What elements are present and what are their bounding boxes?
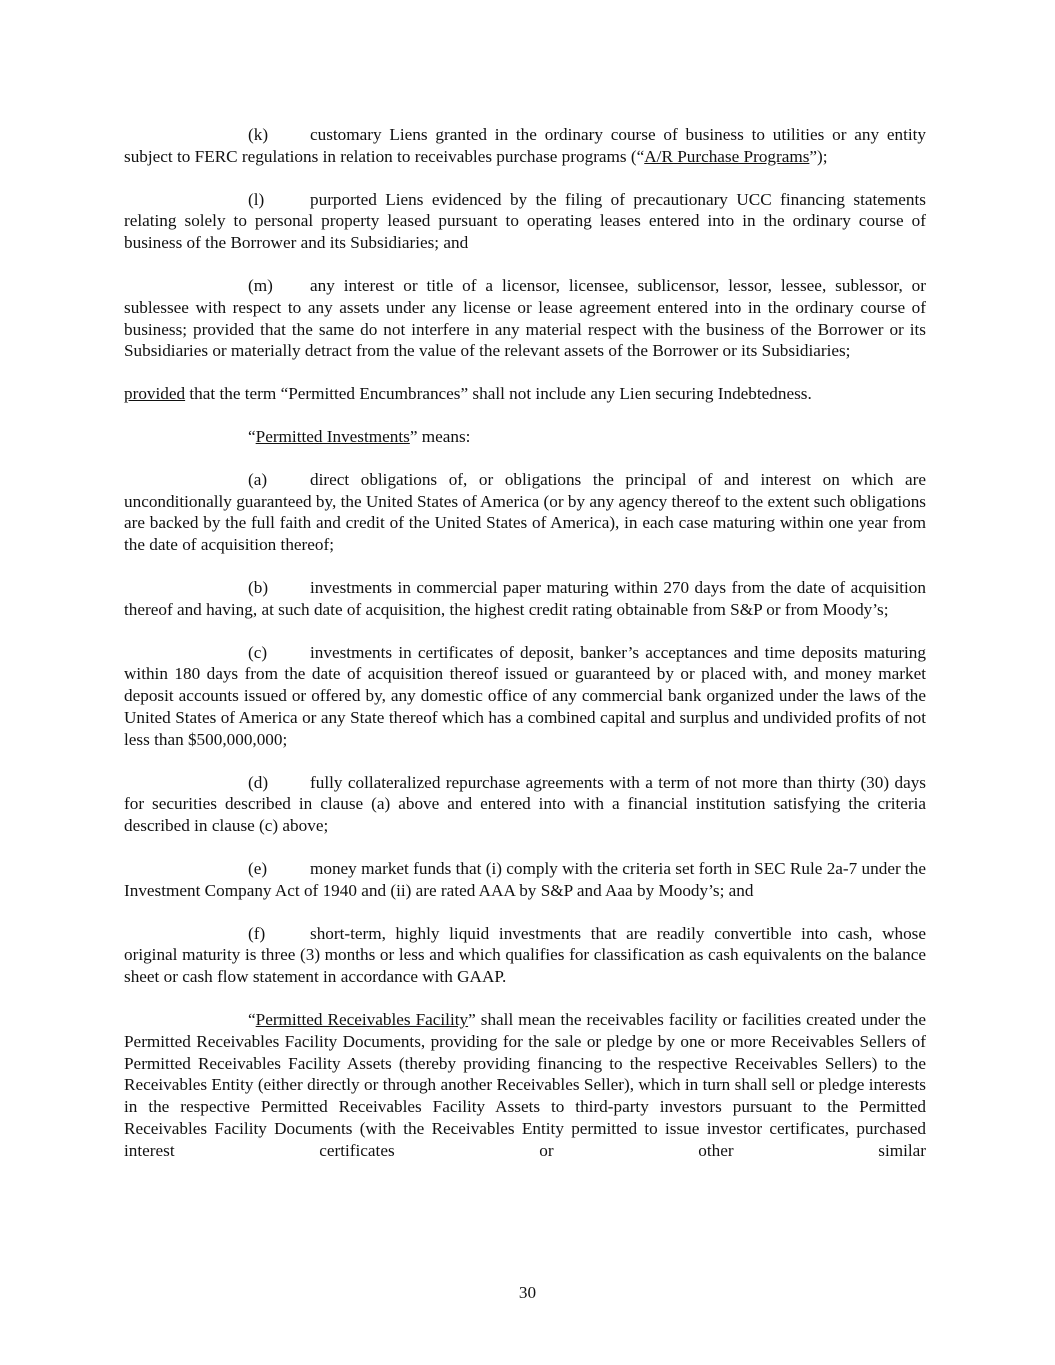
clause-label: (l)	[248, 189, 265, 209]
clause-label: (e)	[248, 858, 268, 878]
clause-l: (l) purported Liens evidenced by the filing of precautionary UCC financing statements relating solely to personal property leased pursuant to operating leases entered into in the ordinary course of business of the Borrower and its Subsidiaries; and	[124, 189, 926, 253]
clause-label: (d)	[248, 772, 269, 792]
investment-clause-c: (c) investments in certificates of deposit, banker’s acceptances and time deposits maturing within 180 days from the date of acquisition thereof issued or guaranteed by or placed with, and money market deposit accounts issued or offered by, any domestic office of any commercial bank organized under the laws of the United States of America or any State thereof which has a combined capital and surplus and undivided profits of not less than $500,000,000;	[124, 642, 926, 749]
investment-clause-f: (f) short-term, highly liquid investments that are readily convertible into cash, whose original maturity is three (3) months or less and which qualifies for classification as cash equivalents on the balance sheet or cash flow statement in accordance with GAAP.	[124, 923, 926, 987]
clause-m: (m) any interest or title of a licensor, licensee, sublicensor, lessor, lessee, sublessor, or sublessee with respect to any assets under any license or lease agreement entered into in the ordinary course of business; provided that the same do not interfere in any material respect with the business of the Borrower or its Subsidiaries or materially detract from the value of the relevant assets of the Borrower or its Subsidiaries;	[124, 275, 926, 361]
defined-term: Permitted Receivables Facility	[255, 1009, 469, 1029]
investment-clause-d: (d) fully collateralized repurchase agreements with a term of not more than thirty (30) days for securities described in clause (a) above and entered into with a financial institution satisfying the criteria described in clause (c) above;	[124, 772, 926, 836]
page-number: 30	[518, 1283, 537, 1302]
proviso-paragraph: provided that the term “Permitted Encumbrances” shall not include any Lien securing Indebtedness.	[124, 384, 812, 404]
defined-term: provided	[124, 384, 186, 404]
clause-label: (c)	[248, 642, 268, 662]
clause-k: (k) customary Liens granted in the ordinary course of business to utilities or any entity subject to FERC regulations in relation to receivables purchase programs (“A/R Purchase Programs”);	[124, 125, 926, 166]
defined-term: Permitted Investments	[255, 426, 410, 446]
document-page	[124, 124, 926, 1182]
investment-clause-a: (a) direct obligations of, or obligations the principal of and interest on which are unconditionally guaranteed by, the United States of America (or by any agency thereof to the extent such obligations are backed by the full faith and credit of the United States of America), in each case maturing within one year from the date of acquisition thereof;	[124, 469, 926, 555]
defined-term: A/R Purchase Programs	[644, 146, 810, 166]
definition-permitted-receivables-facility: “Permitted Receivables Facility” shall mean the receivables facility or facilities created under the Permitted Receivables Facility Documents, providing for the sale or pledge by one or more Receivables Sellers of Permitted Receivables Facility Assets (thereby providing financing to the respective Receivables Sellers) to the Receivables Entity (either directly or through another Receivables Seller), which in turn shall sell or pledge interests in the respective Permitted Receivables Facility Assets to third-party investors pursuant to the Permitted Receivables Facility Documents (with the Receivables Entity permitted to issue investor certificates, purchased interest certificates or other similar	[124, 1009, 926, 1160]
clause-label: (a)	[248, 469, 268, 489]
definition-permitted-investments: “Permitted Investments” means:	[248, 426, 471, 446]
clause-label: (m)	[248, 275, 273, 295]
clause-label: (b)	[248, 577, 269, 597]
clause-label: (f)	[248, 923, 266, 943]
investment-clause-b: (b) investments in commercial paper maturing within 270 days from the date of acquisition thereof and having, at such date of acquisition, the highest credit rating obtainable from S&P or from Moody’s;	[124, 577, 926, 619]
investment-clause-e: (e) money market funds that (i) comply with the criteria set forth in SEC Rule 2a-7 under the Investment Company Act of 1940 and (ii) are rated AAA by S&P and Aaa by Moody’s; and	[124, 858, 926, 900]
clause-label: (k)	[248, 125, 269, 144]
